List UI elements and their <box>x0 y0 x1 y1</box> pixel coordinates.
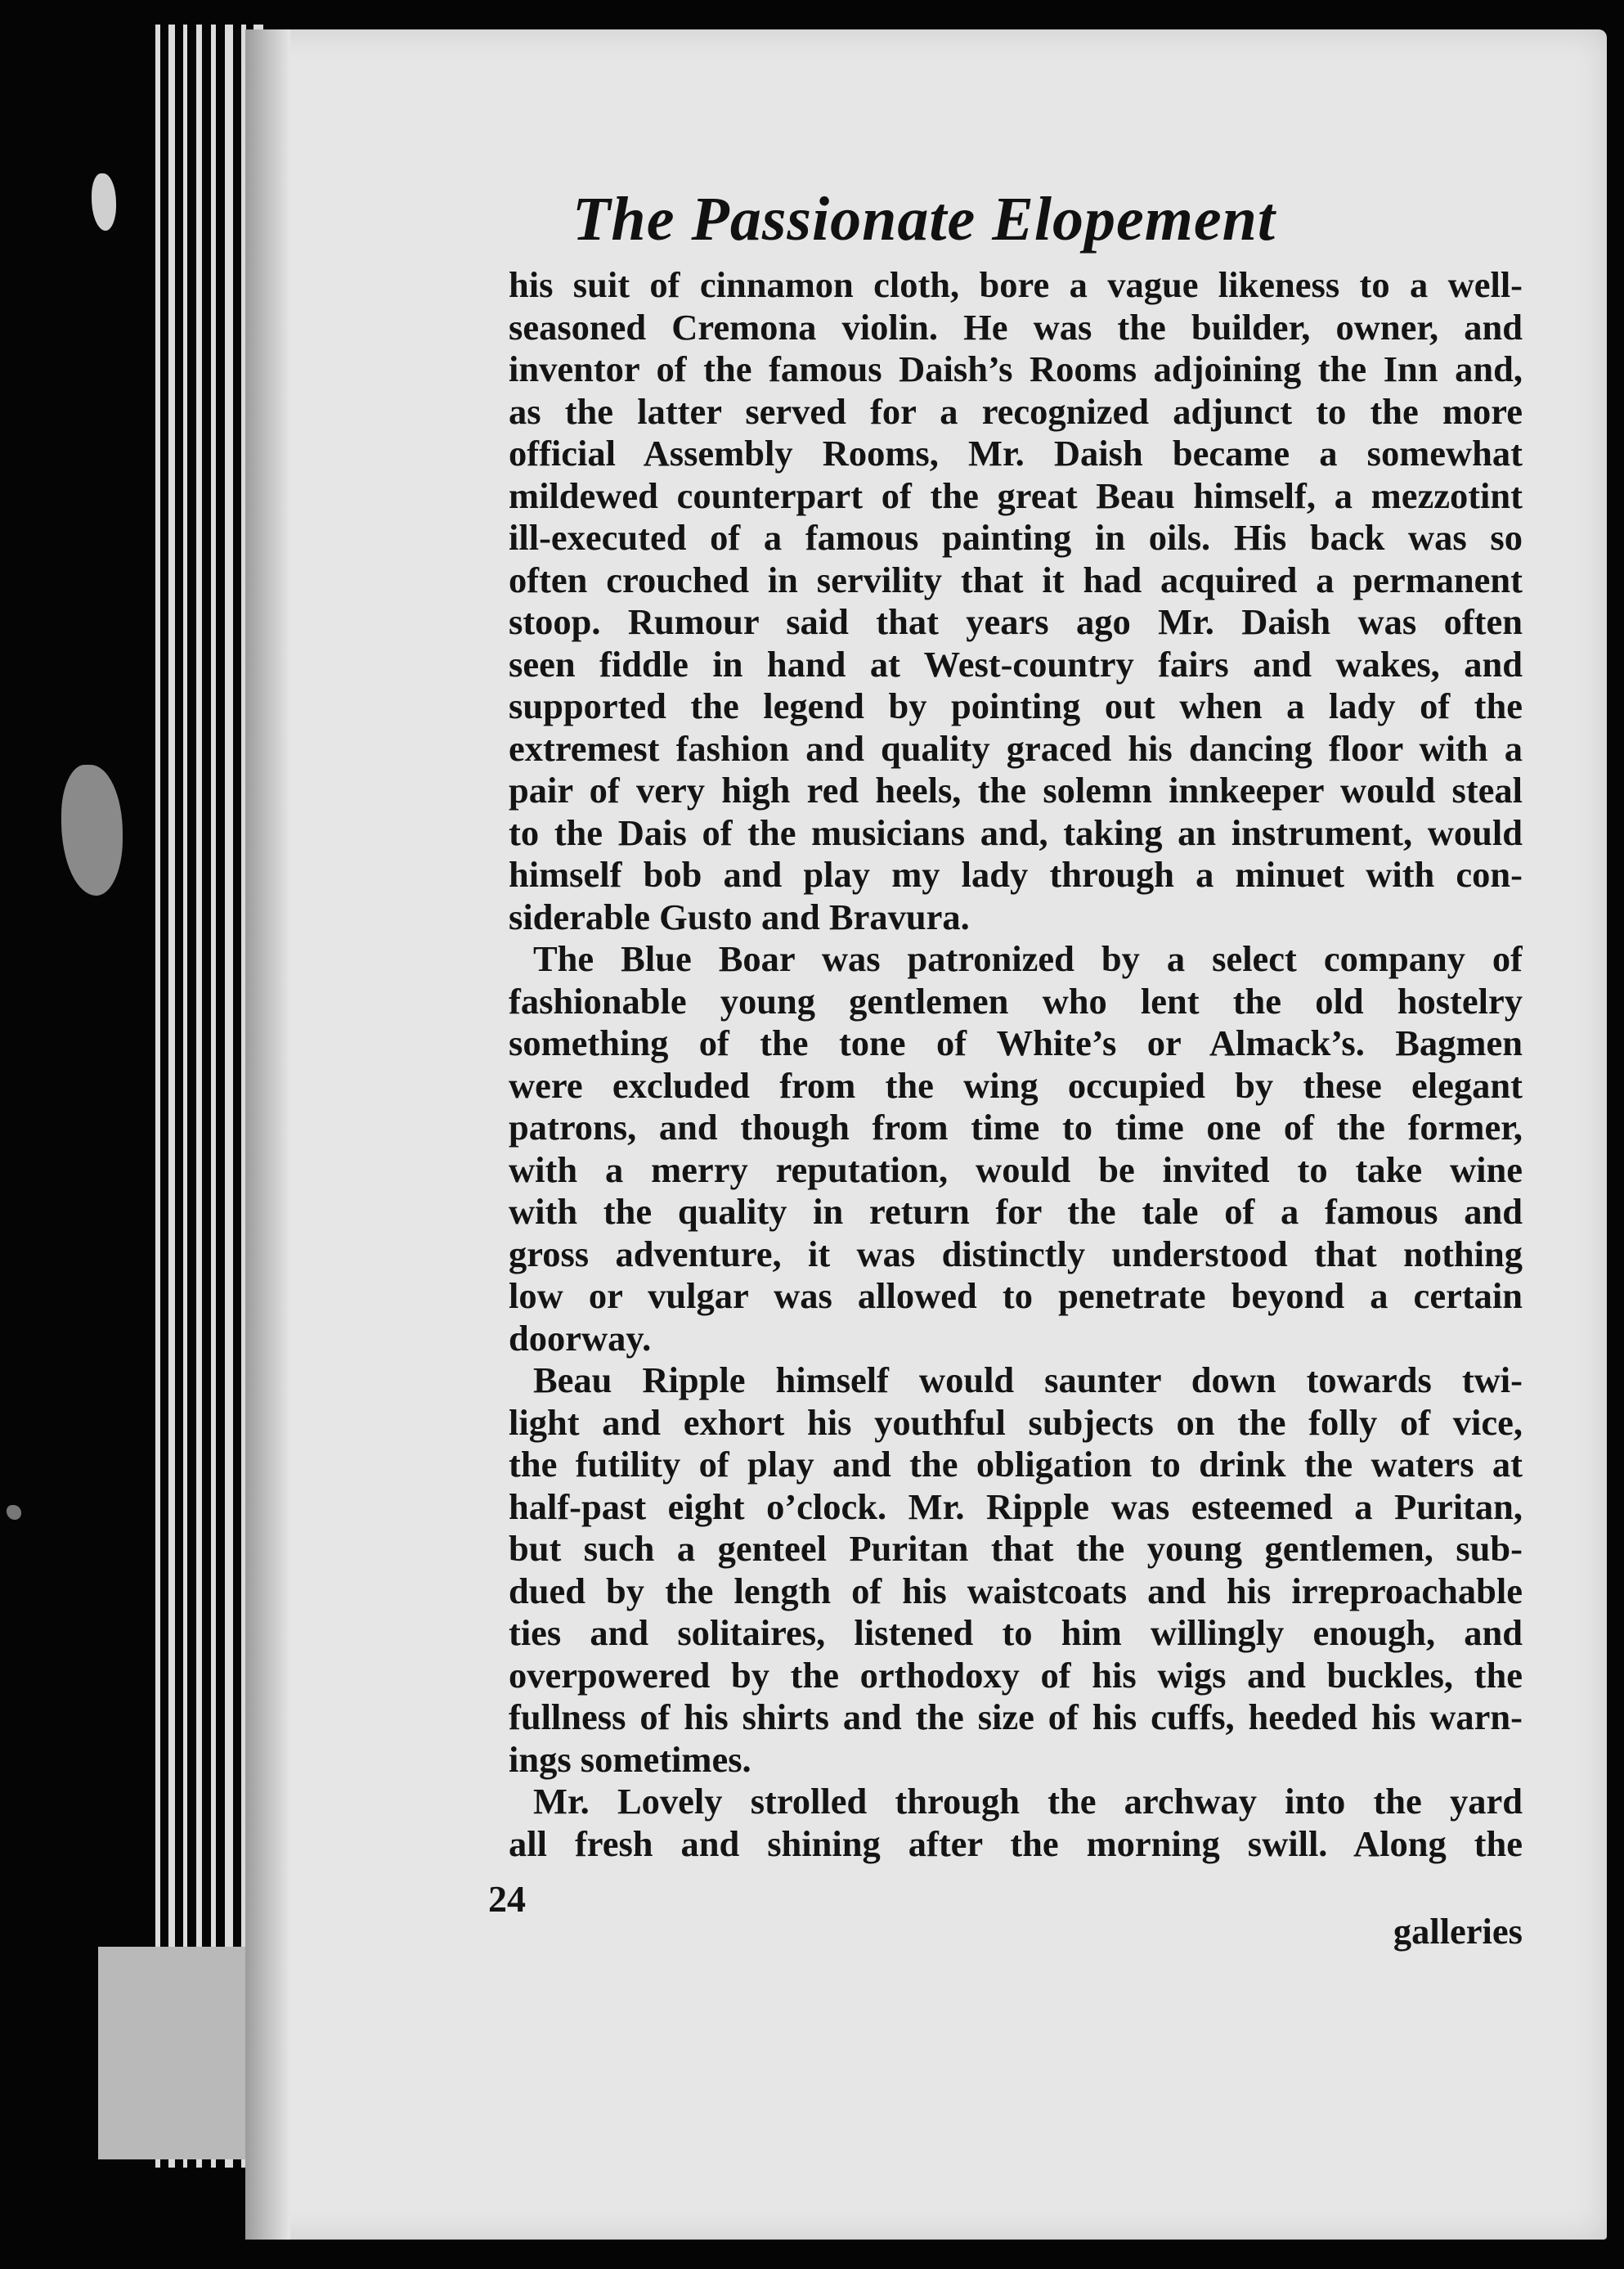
text-line: were excluded from the wing occupied by these elegant <box>509 1064 1523 1106</box>
text-line: The Blue Boar was patronized by a select company of <box>533 938 1523 979</box>
text-line: with the quality in return for the tale of a famous and <box>509 1191 1523 1232</box>
text-line: ties and solitaires, listened to him willingly enough, and <box>509 1612 1523 1653</box>
scrap-mark <box>61 765 123 896</box>
text-line: siderable Gusto and Bravura. <box>509 896 970 937</box>
text-line: supported the legend by pointing out when a lady of the <box>509 685 1523 726</box>
text-line: the futility of play and the obligation to drink the waters at <box>509 1444 1523 1485</box>
text-line: himself bob and play my lady through a minuet with con- <box>509 854 1523 895</box>
text-line: with a merry reputation, would be invited to take wine <box>509 1148 1523 1190</box>
text-line: gross adventure, it was distinctly understood that nothing <box>509 1233 1523 1274</box>
text-line: Mr. Lovely strolled through the archway into the yard <box>533 1781 1523 1822</box>
text-line: ings sometimes. <box>509 1738 751 1780</box>
text-line: overpowered by the orthodoxy of his wigs and buckles, the <box>509 1654 1523 1696</box>
text-line: ill-executed of a famous painting in oils. His back was so <box>509 517 1523 558</box>
text-line: low or vulgar was allowed to penetrate beyond a certain <box>509 1275 1523 1316</box>
text-line: fashionable young gentlemen who lent the old hostelry <box>509 980 1523 1022</box>
text-line: all fresh and shining after the morning swill. Along the <box>509 1822 1523 1864</box>
text-line: doorway. <box>509 1317 652 1359</box>
text-line: seasoned Cremona violin. He was the builder, owner, and <box>509 306 1523 348</box>
text-line: mildewed counterpart of the great Beau himself, a mezzotint <box>509 474 1523 516</box>
page-number: 24 <box>488 1878 526 1920</box>
text-line: light and exhort his youthful subjects on the folly of vice, <box>509 1401 1523 1443</box>
text-line: something of the tone of White’s or Almack’s. Bagmen <box>509 1022 1523 1063</box>
text-line: his suit of cinnamon cloth, bore a vague likeness to a well- <box>509 264 1523 305</box>
scrap-mark <box>7 1505 21 1520</box>
text-line: to the Dais of the musicians and, taking an instrument, would <box>509 811 1523 853</box>
text-line: inventor of the famous Daish’s Rooms adjoining the Inn and, <box>509 348 1523 389</box>
book-edge-base <box>98 1947 262 2159</box>
text-line: pair of very high red heels, the solemn innkeeper would steal <box>509 770 1523 811</box>
running-title: The Passionate Elopement <box>572 185 1276 254</box>
text-line: official Assembly Rooms, Mr. Daish became a somewhat <box>509 433 1523 474</box>
text-line: but such a genteel Puritan that the young gentlemen, sub- <box>509 1528 1523 1569</box>
body-text <box>509 264 1523 1865</box>
catchword: galleries <box>1393 1911 1523 1952</box>
text-line: extremest fashion and quality graced his dancing floor with a <box>509 727 1523 769</box>
text-line: Beau Ripple himself would saunter down towards twi- <box>533 1359 1523 1400</box>
text-line: seen fiddle in hand at West-country fairs and wakes, and <box>509 643 1523 685</box>
text-line: fullness of his shirts and the size of his cuffs, heeded his warn- <box>509 1696 1523 1737</box>
text-line: as the latter served for a recognized adjunct to the more <box>509 390 1523 432</box>
text-line: dued by the length of his waistcoats and his irreproachable <box>509 1570 1523 1611</box>
text-line: half-past eight o’clock. Mr. Ripple was esteemed a Puritan, <box>509 1485 1523 1527</box>
scrap-mark <box>92 173 116 231</box>
text-line: often crouched in servility that it had acquired a permanent <box>509 559 1523 600</box>
text-line: stoop. Rumour said that years ago Mr. Daish was often <box>509 601 1523 642</box>
text-line: patrons, and though from time to time one of the former, <box>509 1107 1523 1148</box>
